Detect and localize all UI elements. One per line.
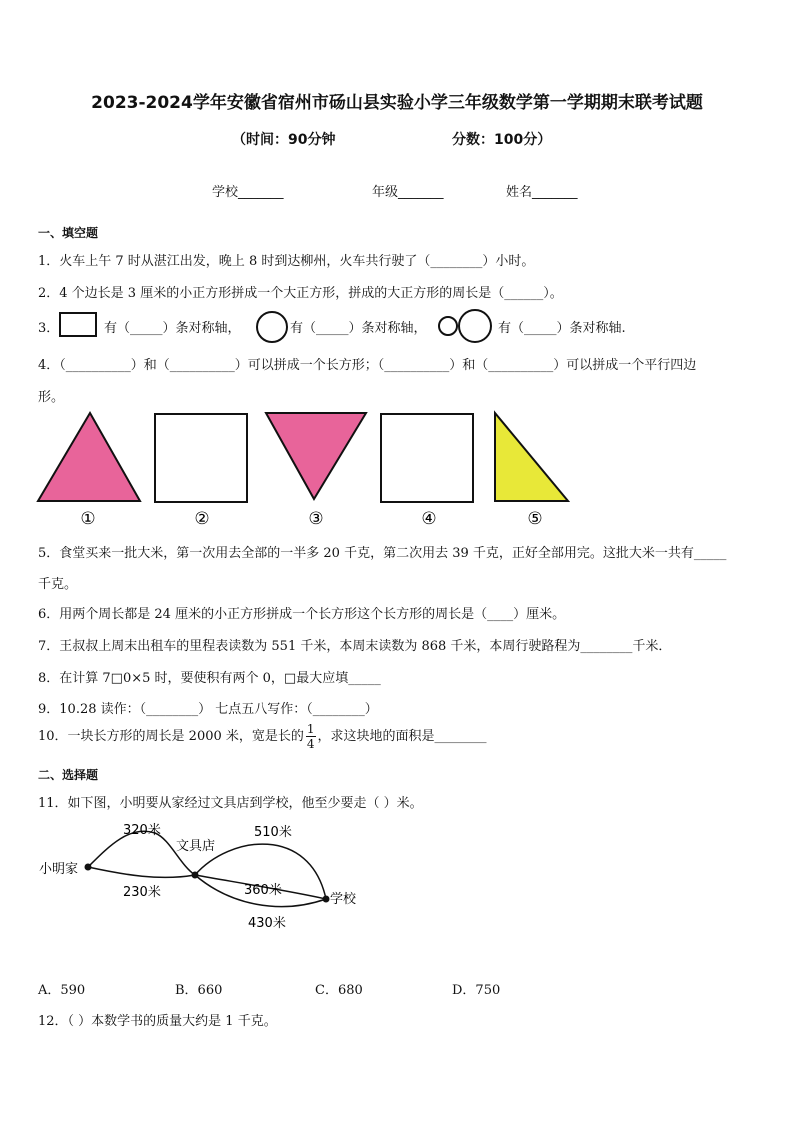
shape-3-label: ③	[308, 509, 324, 529]
question-7: 7．王叔叔上周末出租车的里程表读数为 551 千米，本周末读数为 868 千米，本周行驶路程为________千米．	[38, 639, 672, 654]
shape-5-right-triangle	[495, 413, 568, 501]
question-1: 1．火车上午 7 时从湛江出发，晚上 8 时到达柳州，火车共行驶了（________）小时。	[38, 254, 535, 269]
q4-shapes-figure	[30, 405, 590, 530]
question-9: 9．10.28 读作：（________） 七点五八写作：（________）	[38, 702, 378, 717]
fraction-denominator: 4	[306, 737, 315, 751]
question-5-line1: 5．食堂买来一批大米，第一次用去全部的一半多 20 千克，第二次用去 39 千克，正好全部用完。这批大米一共有_____	[38, 546, 727, 561]
question-11: 11．如下图，小明要从家经过文具店到学校，他至少要走（ ）米。	[38, 796, 423, 811]
route-home-shop-230	[88, 867, 195, 877]
question-10	[38, 722, 487, 751]
school-label: 学校	[330, 892, 357, 907]
section-fill-blank: 一、填空题	[38, 226, 99, 240]
small-circle-shape	[438, 316, 458, 336]
question-10-text-b: ，求这块地的面积是________	[317, 729, 487, 744]
shape-1-label: ①	[80, 509, 96, 529]
question-2: 2．4 个边长是 3 厘米的小正方形拼成一个大正方形，拼成的大正方形的周长是（______）。	[38, 286, 563, 301]
question-3-rect-text: 有（_____）条对称轴，	[104, 321, 241, 336]
large-circle-shape	[458, 309, 492, 343]
question-8: 8．在计算 7□0×5 时，要使积有两个 0，□最大应填_____	[38, 671, 381, 686]
distance-430-label: 430米	[248, 916, 286, 931]
question-4-line1: 4．（__________）和（__________）可以拼成一个长方形；（__________）和（__________）可以拼成一个平行四边	[38, 358, 697, 373]
home-label: 小明家	[39, 862, 79, 877]
exam-score: 分数：100分）	[452, 132, 552, 148]
shape-4-label: ④	[421, 509, 437, 529]
exam-time: （时间：90分钟	[232, 132, 336, 148]
page-title: 2023-2024学年安徽省宿州市砀山县实验小学三年级数学第一学期期末联考试题	[91, 93, 703, 113]
rectangle-shape	[59, 312, 97, 337]
question-6: 6．用两个周长都是 24 厘米的小正方形拼成一个长方形这个长方形的周长是（____）厘米。	[38, 607, 566, 622]
section-multiple-choice: 二、选择题	[38, 768, 99, 782]
option-c: C．680	[315, 983, 363, 998]
question-3-circle-text: 有（_____）条对称轴，	[290, 321, 427, 336]
shop-dot	[192, 872, 199, 879]
question-5-line2: 千克。	[38, 577, 78, 592]
fraction-one-quarter	[306, 722, 316, 751]
school-dot	[323, 896, 330, 903]
route-map-figure	[30, 815, 370, 940]
shape-1-triangle	[38, 413, 140, 501]
shape-2-label: ②	[194, 509, 210, 529]
distance-360-label: 360米	[244, 883, 282, 898]
shop-label: 文具店	[176, 839, 216, 854]
name-field: 姓名_______	[506, 185, 578, 200]
distance-510-label: 510米	[254, 825, 292, 840]
option-a: A．590	[38, 983, 86, 998]
shape-3-inverted-triangle	[266, 413, 366, 499]
distance-320-label: 320米	[123, 823, 161, 838]
question-3-number: 3．	[38, 321, 60, 336]
circle-shape	[256, 311, 288, 343]
grade-field: 年级_______	[372, 185, 444, 200]
shape-5-label: ⑤	[527, 509, 543, 529]
distance-230-label: 230米	[123, 885, 161, 900]
question-12: 12．（ ）本数学书的质量大约是 1 千克。	[38, 1014, 277, 1029]
home-dot	[85, 864, 92, 871]
question-3-two-circles-text: 有（_____）条对称轴.	[498, 321, 626, 336]
option-d: D．750	[452, 983, 501, 998]
shape-2-square	[155, 414, 247, 502]
school-field: 学校_______	[212, 185, 284, 200]
fraction-numerator: 1	[306, 722, 315, 736]
option-b: B．660	[175, 983, 223, 998]
question-4-line2: 形。	[38, 390, 65, 405]
shape-4-square	[381, 414, 473, 502]
question-10-text-a: 10．一块长方形的周长是 2000 米，宽是长的	[38, 729, 304, 744]
